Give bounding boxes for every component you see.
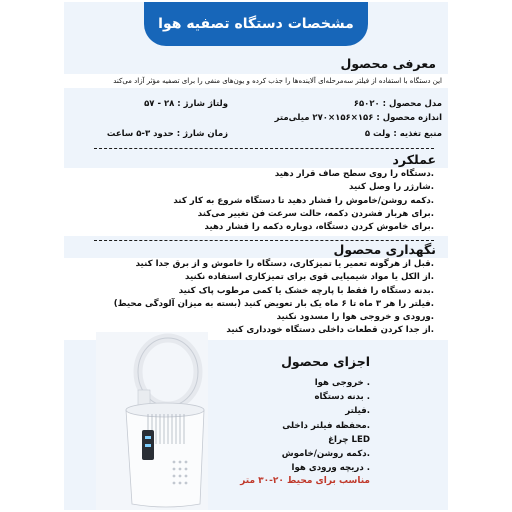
title-banner <box>144 2 368 46</box>
intro-text: این دستگاه با استفاده از فیلتر سه‌مرحله‌ای آلاینده‌ها را جذب کرده و یون‌های منفی را برای تصفیه مؤثر آزاد می‌کند <box>113 77 442 85</box>
list-item: . دریچه ورودی هوا <box>291 463 370 474</box>
spec-dimensions: اندازه محصول : ۱۵۶×۱۵۶×۲۷۰ میلی‌متر <box>274 113 442 123</box>
list-item: .ورودی و خروجی هوا را مسدود نکنید <box>276 312 434 323</box>
maintenance-list <box>114 258 434 338</box>
list-item: .فیلتر <box>345 406 370 417</box>
list-item: .دستگاه را روی سطح صاف قرار دهید <box>274 169 434 179</box>
room-size-note: مناسب برای محیط ۲۰-۳۰ متر <box>240 476 370 486</box>
list-item: .دکمه روشن/خاموش <box>281 449 370 460</box>
spec-power-supply: منبع تغذیه : ولت ۵ <box>364 129 442 139</box>
parts-list <box>282 376 370 475</box>
page-title: مشخصات دستگاه تصفیه هوا <box>158 16 354 32</box>
list-item: .برای هربار فشردن دکمه، حالت سرعت فن تغییر می‌کند <box>197 208 434 219</box>
list-item: LED چراغ <box>328 434 370 445</box>
section-divider <box>94 148 434 149</box>
list-item: .قبل از هرگونه تعمیر یا تمیزکاری، دستگاه را خاموش و از برق جدا کنید <box>135 259 434 269</box>
list-item: .دکمه روشن/خاموش را فشار دهید تا دستگاه شروع به کار کند <box>173 195 434 206</box>
air-purifier-image <box>96 332 208 510</box>
list-item: .شارژر را وصل کنید <box>349 182 434 193</box>
spec-charge-time: زمان شارژ : حدود ۳-۵ ساعت <box>106 129 228 139</box>
spec-model: مدل محصول : ۶۵۰۲۰ <box>353 99 442 109</box>
list-item: .از جدا کردن قطعات داخلی دستگاه خودداری کنید <box>226 325 434 336</box>
list-item: .برای خاموش کردن دستگاه، دوباره دکمه را فشار دهید <box>204 222 434 233</box>
list-item: .از الکل یا مواد شیمیایی قوی برای تمیزکاری استفاده نکنید <box>184 272 434 283</box>
operation-title: عملکرد <box>392 152 436 167</box>
list-item: .محفظه فیلتر داخلی <box>282 420 370 431</box>
list-item: . بدنه دستگاه <box>314 392 370 403</box>
parts-title: اجزای محصول <box>281 354 370 369</box>
operation-list <box>173 168 434 234</box>
list-item: .بدنه دستگاه را فقط با پارچه خشک یا کمی مرطوب پاک کنید <box>178 285 434 296</box>
spec-voltage-charge: ولتاژ شارژ : ۲۸ - ۵۷ <box>144 99 228 109</box>
maintenance-title: نگهداری محصول <box>333 242 436 257</box>
spec-sheet <box>64 2 448 510</box>
list-item: .فیلتر را هر ۳ ماه تا ۶ ماه یک بار تعویض کنید (بسته به میزان آلودگی محیط) <box>113 298 434 309</box>
list-item: . خروجی هوا <box>314 378 370 388</box>
intro-title: معرفی محصول <box>340 56 436 71</box>
section-divider <box>94 240 434 241</box>
